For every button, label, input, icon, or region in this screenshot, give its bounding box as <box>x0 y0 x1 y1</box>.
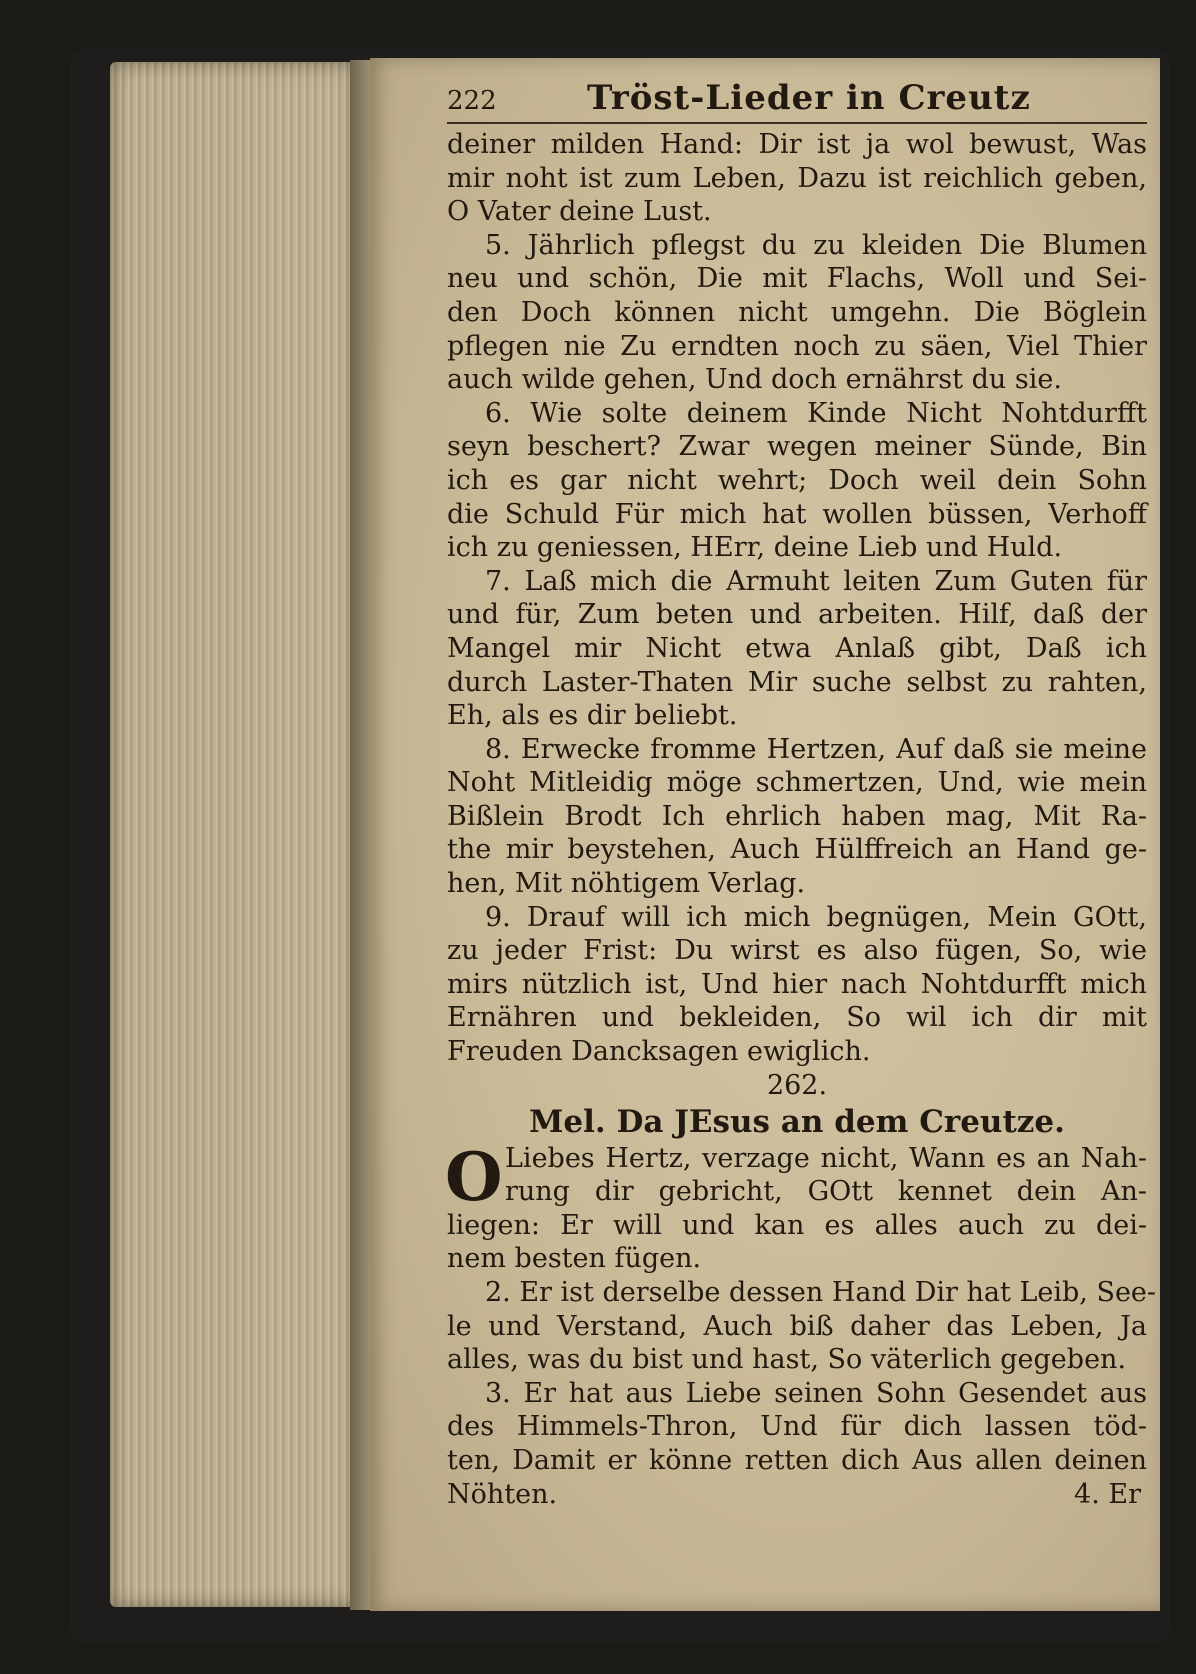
text-line: Noht Mitleidig möge schmertzen, Und, wie mein <box>447 767 1147 799</box>
stanza-5-start: 5. Jährlich pflegst du zu kleiden Die Blumen <box>485 229 1147 261</box>
text-line: O Vater deine Lust. <box>447 196 712 228</box>
drop-cap: O <box>445 1137 503 1216</box>
text-line: Freuden Dancksagen ewiglich. <box>447 1036 871 1068</box>
text-line: seyn beschert? Zwar wegen meiner Sünde, Bin <box>447 431 1147 463</box>
running-title: Tröst-Lieder in Creutz <box>587 78 1031 118</box>
page-edges <box>110 62 360 1607</box>
text-line: ich zu geniessen, HErr, deine Lieb und Huld. <box>447 532 1063 564</box>
page-number: 222 <box>447 86 497 116</box>
text-line: pflegen nie Zu erndten noch zu säen, Viel Thier <box>447 330 1147 362</box>
text-line: deiner milden Hand: Dir ist ja wol bewust, Was <box>447 129 1147 160</box>
text-line: rung dir gebricht, GOtt kennet dein An- <box>505 1176 1147 1208</box>
text-line: des Himmels-Thron, Und für dich lassen töd- <box>447 1411 1147 1443</box>
text-line: neu und schön, Die mit Flachs, Woll und Sei- <box>447 263 1147 295</box>
text-line: auch wilde gehen, Und doch ernährst du sie. <box>447 364 1062 396</box>
text-line: die Schuld Für mich hat wollen büssen, Verhoff <box>447 498 1147 530</box>
stanza-9-start: 9. Drauf will ich mich begnügen, Mein GOtt, <box>485 901 1147 933</box>
text-line: mir noht ist zum Leben, Dazu ist reichlich geben, <box>447 162 1147 194</box>
stanza-3-start: 3. Er hat aus Liebe seinen Sohn Gesendet aus <box>485 1377 1147 1409</box>
stanza-2-start: 2. Er ist derselbe dessen Hand Dir hat Leib, See- <box>485 1277 1157 1308</box>
text-line: und für, Zum beten und arbeiten. Hilf, daß der <box>447 599 1147 631</box>
text-line: mirs nützlich ist, Und hier nach Nohtdurfft mich <box>447 968 1147 1000</box>
text-line: zu jeder Frist: Du wirst es also fügen, So, wie <box>447 935 1147 967</box>
text-line: ten, Damit er könne retten dich Aus allen deinen <box>447 1444 1147 1476</box>
final-line-row <box>447 1478 1147 1512</box>
stanza-7-start: 7. Laß mich die Armuht leiten Zum Guten für <box>485 565 1147 597</box>
text-line: Ernähren und bekleiden, So wil ich dir mit <box>447 1002 1147 1034</box>
text-line: liegen: Er will und kan es alles auch zu dei- <box>447 1209 1147 1241</box>
text-line: Liebes Hertz, verzage nicht, Wann es an Nah- <box>505 1142 1147 1174</box>
text-line: Bißlein Brodt Ich ehrlich haben mag, Mit Ra- <box>447 800 1147 832</box>
text-line: den Doch können nicht umgehn. Die Böglein <box>447 296 1147 328</box>
hymn-opening <box>445 1137 1147 1216</box>
text-line: Mangel mir Nicht etwa Anlaß gibt, Daß ich <box>447 632 1147 664</box>
text-line: le und Verstand, Auch biß daher das Leben, Ja <box>447 1310 1147 1342</box>
final-line: Nöhten. <box>447 1478 558 1510</box>
page-header <box>447 78 1147 124</box>
text-line: Eh, als es dir beliebt. <box>447 700 738 732</box>
text-line: nem besten fügen. <box>447 1243 702 1275</box>
text-line: hen, Mit nöhtigem Verlag. <box>447 868 806 900</box>
text-line: durch Laster-Thaten Mir suche selbst zu rahten, <box>447 666 1147 698</box>
text-line: alles, was du bist und hast, So väterlich gegeben. <box>447 1344 1127 1376</box>
catchword: 4. Er <box>1074 1478 1141 1510</box>
stanza-8-start: 8. Erwecke fromme Hertzen, Auf daß sie meine <box>485 733 1147 765</box>
hymn-number: 262. <box>766 1069 828 1101</box>
text-line: ich es gar nicht wehrt; Doch weil dein Sohn <box>447 464 1147 496</box>
stanza-6-start: 6. Wie solte deinem Kinde Nicht Nohtdurfft <box>485 397 1147 429</box>
text-line: the mir beystehen, Auch Hülffreich an Hand ge- <box>447 834 1147 866</box>
melody-heading: Mel. Da JEsus an dem Creutze. <box>529 1103 1065 1140</box>
page-text <box>445 78 1157 1511</box>
